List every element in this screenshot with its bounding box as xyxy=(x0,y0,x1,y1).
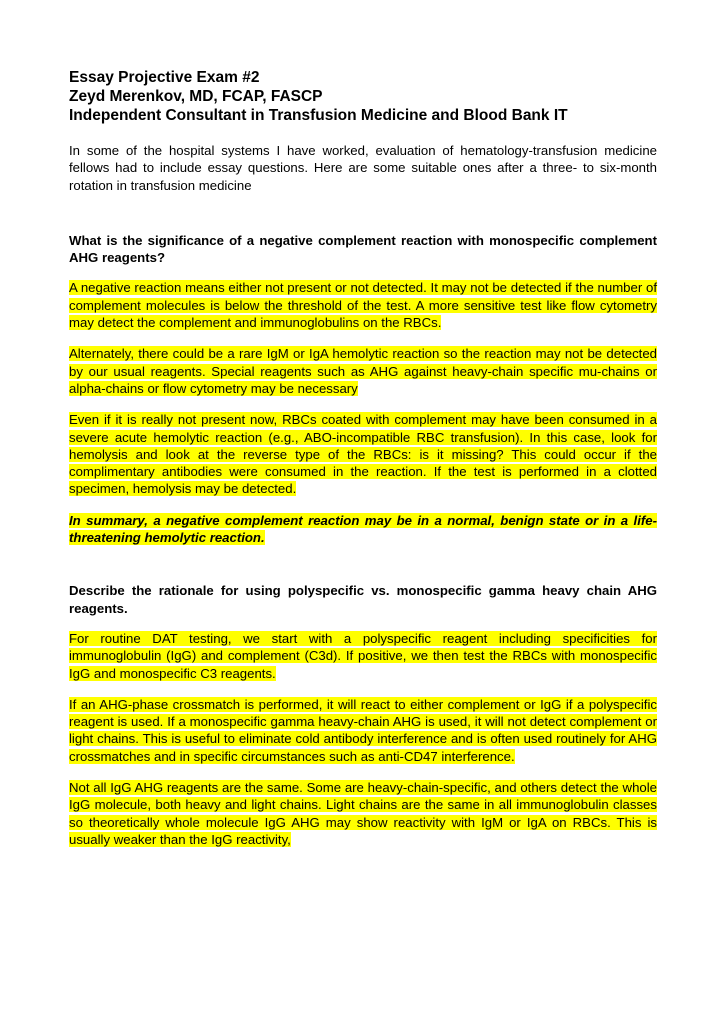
answer-paragraph xyxy=(69,345,657,397)
answer-paragraph xyxy=(69,279,657,331)
intro-paragraph: In some of the hospital systems I have worked, evaluation of hematology-transfusion medicine fellows had to include essay questions. Here are some suitable ones after a three- to six-month rotation in transfusion medicine xyxy=(69,143,657,193)
highlighted-answer-text: Even if it is really not present now, RBCs coated with complement may have been consumed in a severe acute hemolytic reaction (e.g., ABO-incompatible RBC transfusion). In this case, look for hemolysis and look at the reverse type of the RBCs: is it missing? This could occur if the complimentary antibodies were consumed in the reaction. If the test is performed in a clotted specimen, hemolysis may be detected. xyxy=(69,412,657,497)
answer-paragraph xyxy=(69,779,657,848)
document-title: Essay Projective Exam #2 xyxy=(69,69,260,86)
highlighted-answer-text: If an AHG-phase crossmatch is performed, it will react to either complement or IgG if a polyspecific reagent is used. If a monospecific gamma heavy-chain AHG is used, it will not detect complement or light chains. This is useful to eliminate cold antibody interference and is often used routinely for AHG crossmatches and in specific circumstances such as anti-CD47 interference. xyxy=(69,696,657,764)
question-2: Describe the rationale for using polyspecific vs. monospecific gamma heavy chain AHG reagents. xyxy=(69,583,657,616)
summary-paragraph xyxy=(69,512,657,547)
document-page xyxy=(69,68,657,848)
highlighted-answer-text: Not all IgG AHG reagents are the same. Some are heavy-chain-specific, and others detect the whole IgG molecule, both heavy and light chains. Light chains are the same in all immunoglobulin classes so theoretically whole molecule IgG AHG may show reactivity with IgM or IgA on RBCs. This is usually weaker than the IgG reactivity, xyxy=(69,780,657,847)
author-line: Zeyd Merenkov, MD, FCAP, FASCP xyxy=(69,88,323,105)
highlighted-summary-text: In summary, a negative complement reaction may be in a normal, benign state or in a life-threatening hemolytic reaction. xyxy=(69,512,657,546)
author-role: Independent Consultant in Transfusion Medicine and Blood Bank IT xyxy=(69,107,568,124)
answer-paragraph xyxy=(69,630,657,682)
answer-paragraph xyxy=(69,696,657,765)
answer-paragraph xyxy=(69,411,657,497)
highlighted-answer-text: For routine DAT testing, we start with a polyspecific reagent including specificities for immunoglobulin (IgG) and complement (C3d). If positive, we then test the RBCs with monospecific IgG and monospecific C3 reagents. xyxy=(69,630,657,681)
highlighted-answer-text: A negative reaction means either not present or not detected. It may not be detected if the number of complement molecules is below the threshold of the test. A more sensitive test like flow cytometry may detect the complement and immunoglobulins on the RBCs. xyxy=(69,280,657,331)
highlighted-answer-text: Alternately, there could be a rare IgM or IgA hemolytic reaction so the reaction may not be detected by our usual reagents. Special reagents such as AHG against heavy-chain specific mu-chains or alpha-chains or flow cytometry may be necessary xyxy=(69,346,657,396)
question-1: What is the significance of a negative complement reaction with monospecific complement AHG reagents? xyxy=(69,232,657,266)
